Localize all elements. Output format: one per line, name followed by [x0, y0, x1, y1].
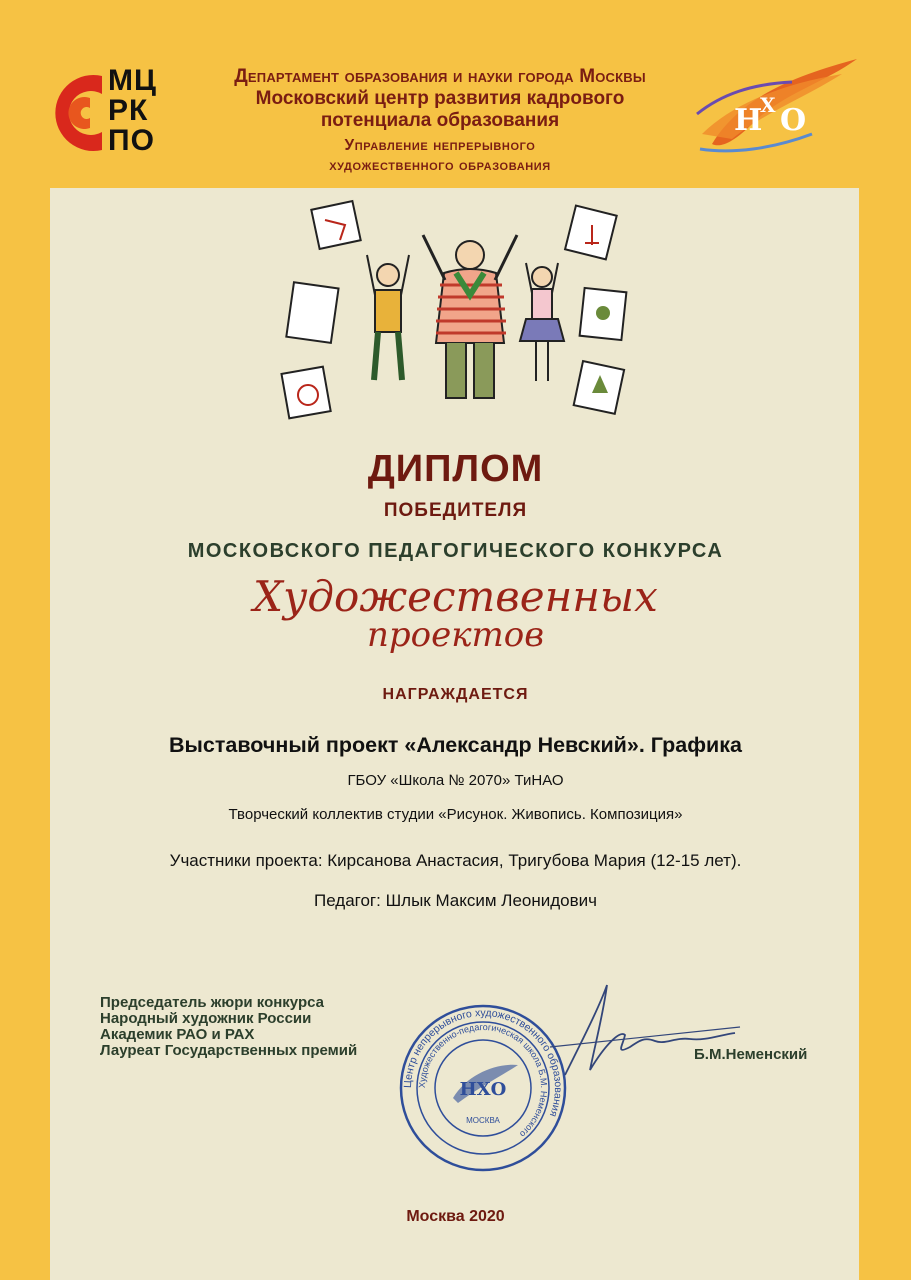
logo-letters-line: МЦ	[108, 64, 157, 97]
city-year: Москва 2020	[406, 1208, 505, 1225]
seal-outer-text: Центр непрерывного художественного образования	[401, 1006, 565, 1119]
jury-line: Председатель жюри конкурса	[100, 994, 324, 1011]
seal-city: МОСКВА	[466, 1116, 500, 1125]
seal-inner-text: Художественно-педагогическая школа Б.М. Неменского	[416, 1021, 550, 1140]
jury-chair-block	[100, 995, 357, 1059]
logo-letters-line: РК	[108, 94, 149, 127]
contest-name: МОСКОВСКОГО ПЕДАГОГИЧЕСКОГО КОНКУРСА	[187, 540, 724, 562]
org-line-center: Московский центр развития кадрового	[255, 88, 625, 109]
jury-line: Лауреат Государственных премий	[100, 1042, 358, 1059]
organization-block	[190, 66, 690, 176]
artists-illustration-icon	[270, 195, 630, 445]
svg-text:Н: Н	[734, 103, 763, 138]
awarded-label: НАГРАЖДАЕТСЯ	[382, 686, 529, 703]
org-line-center-2: потенциала образования	[320, 110, 560, 131]
diploma-subtitle: ПОБЕДИТЕЛЯ	[383, 500, 528, 521]
contest-script-line-2: проектов	[366, 615, 545, 655]
project-members: Участники проекта: Кирсанова Анастасия, Тригубова Мария (12-15 лет).	[169, 851, 742, 870]
team-name: Творческий коллектив студии «Рисунок. Живопись. Композиция»	[228, 806, 683, 823]
org-line-department: Департамент образования и науки города Москвы	[234, 66, 646, 87]
nho-logo-icon	[692, 54, 862, 164]
logo-letters-line: ПО	[108, 124, 155, 157]
mcrkpo-logo	[50, 66, 180, 166]
seal-center-text: НХО	[459, 1079, 507, 1100]
school-name: ГБОУ «Школа № 2070» ТиНАО	[347, 772, 564, 789]
contest-script-line-1: Художественных	[253, 572, 658, 621]
diploma-title: ДИПЛОМ	[367, 448, 544, 490]
logo-letters	[108, 66, 157, 156]
jury-line: Академик РАО и РАХ	[100, 1026, 255, 1043]
svg-text:О: О	[780, 103, 807, 138]
org-line-directorate: Управление непрерывного	[344, 137, 536, 154]
teacher-name: Педагог: Шлык Максим Леонидович	[313, 891, 598, 910]
org-line-directorate-2: художественного образования	[329, 157, 551, 174]
signer-name: Б.М.Неменский	[694, 1046, 808, 1063]
svg-text:Х: Х	[760, 93, 776, 117]
official-seal-icon	[398, 1003, 568, 1173]
jury-line: Народный художник России	[100, 1010, 312, 1027]
header	[0, 0, 911, 190]
project-title: Выставочный проект «Александр Невский». Графика	[169, 733, 742, 757]
signature-icon	[545, 975, 745, 1085]
